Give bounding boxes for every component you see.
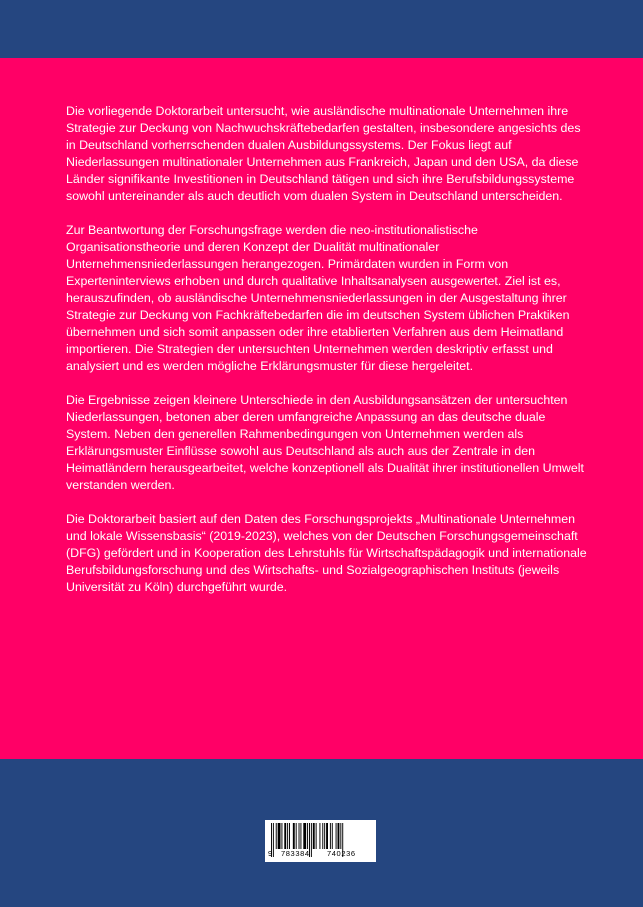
barcode-left-digits: 783384 <box>281 849 310 858</box>
paragraph-method: Zur Beantwortung der Forschungsfrage werden die neo-institutionalistische Organisationstheorie und deren Konzept der Dualität multinationaler Unternehmensniederlassungen herangezogen. Primärdaten wurden in Form von Experteninterviews erhoben und durch qualitative Inhaltsanalysen ausgewertet. Ziel ist es, herauszufinden, ob ausländische Unternehmensniederlassungen in der Ausgestaltung ihrer Strategie zur Deckung von Fachkräftebedarfen die im deutschen System üblichen Praktiken übernehmen und sich somit anpassen oder ihre etablierten Verfahren aus dem Heimatland importieren. Die Strategien der untersuchten Unternehmen werden deskriptiv erfasst und analysiert und es werden mögliche Erklärungsmuster für diese hergeleitet. <box>66 223 570 373</box>
paragraph-project: Die Doktorarbeit basiert auf den Daten des Forschungsprojekts „Multinationale Unternehmen und lokale Wissensbasis“ (2019-2023), welches von der Deutschen Forschungsgemeinschaft (DFG) gefördert und in Kooperation des Lehrstuhls für Wirtschaftspädagogik und internationale Berufsbildungsforschung und des Wirtschafts- und Sozialgeographischen Instituts (jeweils Universität zu Köln) durchgeführt wurde. <box>66 512 587 594</box>
isbn-barcode <box>265 820 376 862</box>
barcode-right-digits: 740236 <box>327 849 356 858</box>
top-band <box>0 0 643 58</box>
barcode-first-digit: 9 <box>268 849 273 858</box>
paragraph-results: Die Ergebnisse zeigen kleinere Unterschiede in den Ausbildungsansätzen der untersuchten Niederlassungen, betonen aber deren umfangreiche Anpassung an das deutsche duale System. Neben den generellen Rahmenbedingungen von Unternehmen werden als Erklärungsmuster Einflüsse sowohl aus Deutschland als auch aus der Zentrale in den Heimatländern herausgearbeitet, welche konzeptionell als Dualität ihrer institutionellen Umwelt verstanden werden. <box>66 393 584 492</box>
barcode-digits <box>265 849 376 860</box>
back-cover-text <box>66 103 592 613</box>
paragraph-intro: Die vorliegende Doktorarbeit untersucht, wie ausländische multinationale Unternehmen ihre Strategie zur Deckung von Nachwuchskräftebedarfen gestalten, insbesondere angesichts des in Deutschland vorherrschenden dualen Ausbildungssystems. Der Fokus liegt auf Niederlassungen multinationaler Unternehmen aus Frankreich, Japan und den USA, da diese Länder signifikante Investitionen in Deutschland tätigen und sich ihre Berufsbildungssysteme sowohl untereinander als auch deutlich vom dualen System in Deutschland unterscheiden. <box>66 104 581 203</box>
